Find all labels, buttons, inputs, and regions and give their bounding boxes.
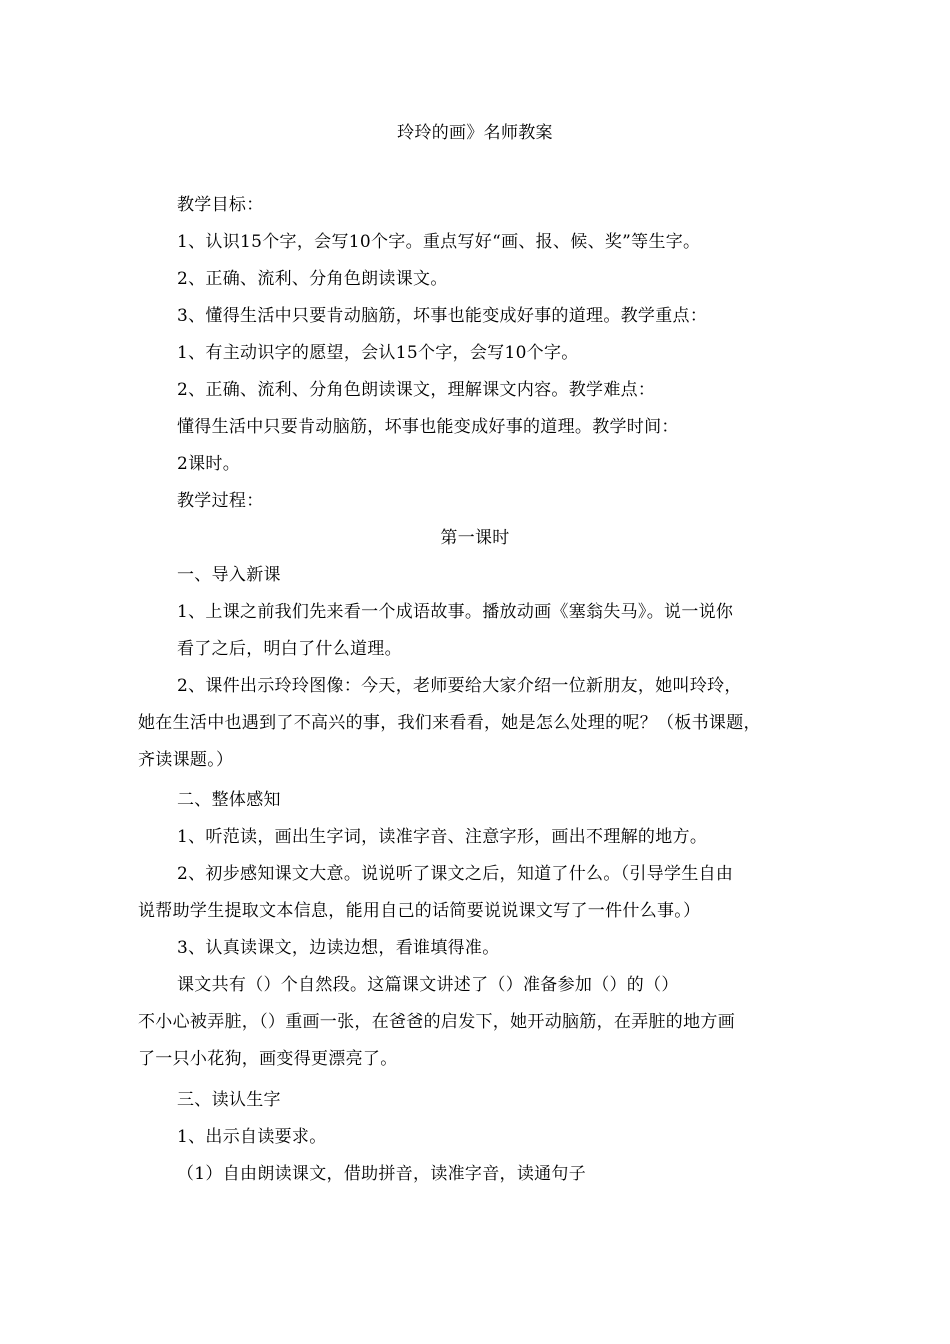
intro-item-1: 1、上课之前我们先来看一个成语故事。播放动画《塞翁失马》。说一说你: [177, 602, 734, 622]
section-heading-characters: 三、读认生字: [177, 1090, 281, 1110]
characters-item-1: 1、出示自读要求。: [177, 1127, 327, 1147]
goal-2: 2、正确、流利、分角色朗读课文。: [177, 269, 448, 289]
difficulty: 懂得生活中只要肯动脑筋，坏事也能变成好事的道理。教学时间：: [177, 417, 679, 437]
intro-item-2: 2、课件出示玲玲图像：今天，老师要给大家介绍一位新朋友，她叫玲玲，: [177, 676, 742, 696]
heading-teaching-goals: 教学目标：: [177, 195, 264, 215]
overall-item-2: 2、初步感知课文大意。说说听了课文之后，知道了什么。（引导学生自由: [177, 864, 734, 884]
intro-item-1-cont: 看了之后，明白了什么道理。: [177, 639, 402, 659]
overall-item-1: 1、听范读，画出生字词，读准字音、注意字形，画出不理解的地方。: [177, 827, 708, 847]
lesson-one-heading: 第一课时: [440, 528, 510, 548]
heading-teaching-process: 教学过程：: [177, 491, 264, 511]
focus-2: 2、正确、流利、分角色朗读课文，理解课文内容。教学难点：: [177, 380, 656, 400]
goal-1: 1、认识15个字，会写10个字。重点写好“画、报、候、奖”等生字。: [177, 232, 701, 252]
fill-blank-line-3: 了一只小花狗，画变得更漂亮了。: [138, 1049, 398, 1069]
teaching-time: 2课时。: [177, 454, 241, 474]
intro-item-2-cont: 她在生活中也遇到了不高兴的事，我们来看看，她是怎么处理的呢？（板书课题，: [138, 713, 761, 733]
fill-blank-line-1: 课文共有（）个自然段。这篇课文讲述了（）准备参加（）的（）: [177, 975, 679, 995]
fill-blank-line-2: 不小心被弄脏，（）重画一张，在爸爸的启发下，她开动脑筋，在弄脏的地方画: [138, 1012, 735, 1032]
section-heading-intro: 一、导入新课: [177, 565, 281, 585]
overall-item-2-cont: 说帮助学生提取文本信息，能用自己的话简要说说课文写了一件什么事。）: [138, 901, 701, 921]
document-title: 玲玲的画》名师教案: [397, 123, 553, 143]
section-heading-overall: 二、整体感知: [177, 790, 281, 810]
focus-1: 1、有主动识字的愿望，会认15个字，会写10个字。: [177, 343, 579, 363]
goal-3: 3、懂得生活中只要肯动脑筋，坏事也能变成好事的道理。教学重点：: [177, 306, 708, 326]
characters-subitem-1: （1）自由朗读课文，借助拼音，读准字音，读通句子: [177, 1164, 587, 1184]
intro-item-2-cont2: 齐读课题。）: [138, 750, 234, 770]
overall-item-3: 3、认真读课文，边读边想，看谁填得准。: [177, 938, 500, 958]
